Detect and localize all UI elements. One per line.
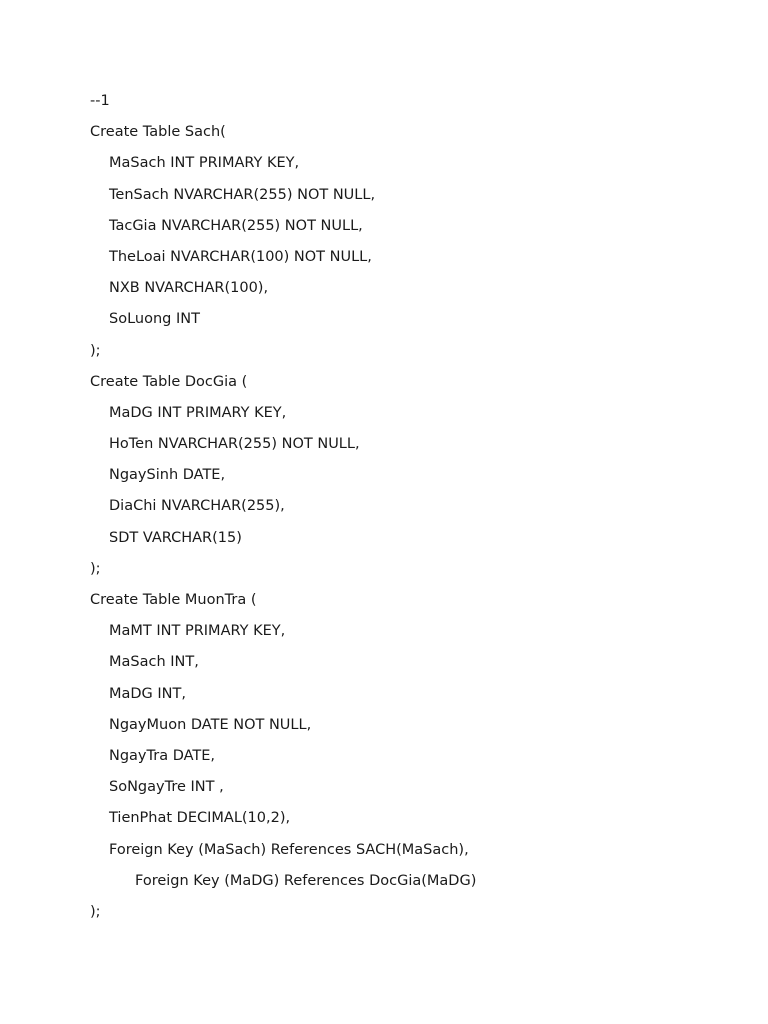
column-definition: NXB NVARCHAR(100), [109,280,269,297]
column-definition: MaDG INT, [109,685,186,702]
column-definition: HoTen NVARCHAR(255) NOT NULL, [109,436,360,453]
sql-code-block [90,91,476,933]
column-definition: TacGia NVARCHAR(255) NOT NULL, [109,217,363,234]
create-table-sach-line: Create Table Sach( [90,124,226,141]
column-definition: SDT VARCHAR(15) [109,529,242,546]
column-definition: SoNgayTre INT , [109,779,224,796]
foreign-key-constraint: Foreign Key (MaDG) References DocGia(MaDG) [135,872,477,889]
column-definition: NgaySinh DATE, [109,467,226,484]
column-definition: MaMT INT PRIMARY KEY, [109,623,286,640]
create-table-docgia-line: Create Table DocGia ( [90,373,248,390]
column-definition: TheLoai NVARCHAR(100) NOT NULL, [109,248,372,265]
create-table-muontra-line: Create Table MuonTra ( [90,592,257,608]
column-definition: TienPhat DECIMAL(10,2), [109,810,291,827]
close-statement-line: ); [90,903,101,920]
close-statement-line: ); [90,342,101,359]
close-statement-line: ); [90,560,101,577]
column-definition: DiaChi NVARCHAR(255), [109,498,285,515]
column-definition: TenSach NVARCHAR(255) NOT NULL, [109,186,376,203]
foreign-key-constraint: Foreign Key (MaSach) References SACH(MaSach), [109,841,469,858]
column-definition: MaSach INT, [109,654,199,671]
column-definition: NgayTra DATE, [109,747,216,764]
column-definition: MaDG INT PRIMARY KEY, [109,404,287,421]
comment-line: --1 [90,93,110,109]
column-definition: NgayMuon DATE NOT NULL, [109,716,312,733]
column-definition: MaSach INT PRIMARY KEY, [109,155,300,172]
column-definition: SoLuong INT [109,311,200,328]
